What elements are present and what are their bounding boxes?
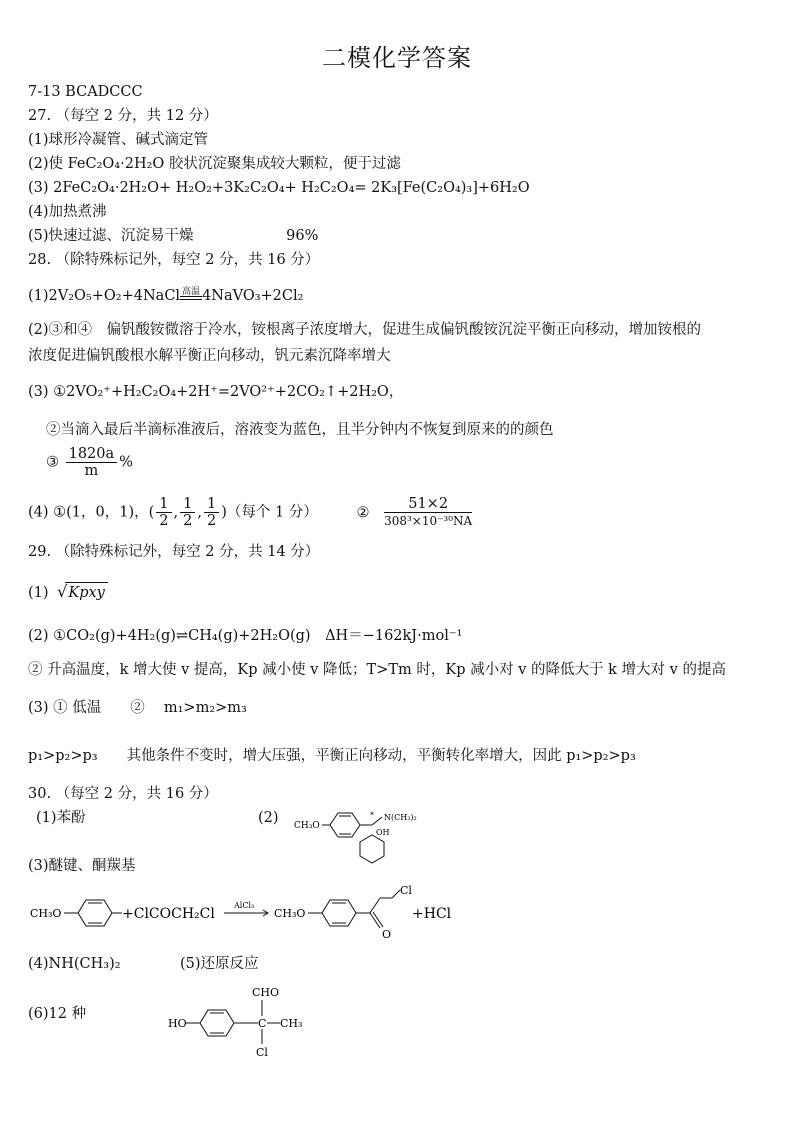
q28-answer-4-prefix: (4) ①(1，0，1)，( — [28, 504, 155, 521]
q28-answer-3-2: ②当滴入最后半滴标准液后，溶液变为蓝色，且半分钟内不恢复到原来的的颜色 — [46, 422, 554, 438]
nme2-label: N(CH₃)₂ — [384, 813, 417, 822]
q28-answer-4-note: （每个 1 分） — [226, 504, 318, 521]
frac-den: 2 — [183, 513, 193, 529]
q28-answer-4-2-numerator: 51×2 — [384, 496, 472, 513]
q27-answer-5-percent: 96% — [286, 228, 319, 244]
q29-answer-2-2: ② 升高温度，k 增大使 v 提高，Kp 减小使 v 降低；T>Tm 时，Kp 减小对 v 的降低大于 k 增大对 v 的提高 — [28, 662, 726, 678]
q28-answer-1-right: 4NaVO₃+2Cl₂ — [202, 288, 304, 304]
c-label: C — [258, 1017, 267, 1030]
q30-answer-2-label: (2) — [258, 810, 279, 826]
cho-label: CHO — [252, 986, 280, 999]
q30-answer-2-structure — [292, 800, 432, 879]
rxn-cl-label: Cl — [400, 884, 412, 897]
q28-answer-3-3-fraction — [66, 446, 118, 479]
cl-label: Cl — [256, 1046, 268, 1059]
q29-answer-1 — [28, 582, 108, 603]
q29-answer-1-expression: Kpxy — [65, 582, 107, 603]
sqrt-sign: √ — [57, 582, 68, 601]
q29-header: 29. （除特殊标记外，每空 2 分，共 14 分） — [28, 544, 320, 560]
svg-text:*: * — [370, 811, 374, 820]
q28-answer-3-1: (3) ①2VO₂⁺+H₂C₂O₄+2H⁺=2VO²⁺+2CO₂↑+2H₂O， — [28, 384, 404, 400]
q27-answer-2: (2)使 FeC₂O₄·2H₂O 胶状沉淀聚集成较大颗粒，便于过滤 — [28, 156, 401, 172]
frac-den: 2 — [159, 513, 169, 529]
rxn-o-label: O — [382, 928, 392, 941]
oh-label: OH — [376, 828, 390, 837]
mc-answers: 7-13 BCADCCC — [28, 84, 143, 100]
q29-answer-1-prefix: (1) — [28, 585, 49, 601]
q30-answer-6-structure — [166, 982, 326, 1066]
q28-answer-4-close: ) — [221, 504, 227, 521]
q27-answer-5 — [28, 226, 318, 246]
q27-header: 27. （每空 2 分，共 12 分） — [28, 108, 218, 124]
rxn-product-ch3o: CH₃O — [274, 907, 306, 920]
q29-answer-3-1: (3) ① 低温 ② m₁>m₂>m₃ — [28, 700, 247, 716]
frac-num: 1 — [156, 496, 171, 513]
rxn-condition: AlCl₃ — [234, 901, 255, 910]
q29-answer-3-2: p₁>p₂>p₃ 其他条件不变时，增大压强，平衡正向移动，平衡转化率增大，因此 p₁>p₂>p₃ — [28, 748, 636, 764]
q30-reaction — [28, 884, 488, 948]
q28-answer-4-frac-2 — [180, 496, 195, 529]
q30-answer-3: (3)醚键、酮羰基 — [28, 858, 136, 874]
frac-num: 1 — [180, 496, 195, 513]
q28-answer-1 — [28, 286, 303, 306]
q28-answer-1-prefix: (1) — [28, 288, 49, 304]
rxn-reagent: +ClCOCH₂Cl — [122, 906, 215, 922]
q28-answer-3-3-unit: % — [119, 454, 133, 471]
rxn-hcl: +HCl — [412, 906, 452, 922]
q28-answer-4-frac-3 — [204, 496, 219, 529]
q28-answer-2-line-1: (2)③和④ 偏钒酸铵微溶于冷水，铵根离子浓度增大，促进生成偏钒酸铵沉淀平衡正向移动，增加铵根的 — [28, 322, 702, 338]
ch3-label: CH₃ — [280, 1017, 303, 1030]
q30-answer-4: (4)NH(CH₃)₂ — [28, 956, 121, 972]
q28-answer-4-2-fraction — [384, 496, 472, 529]
q28-answer-3-3-prefix: ③ — [46, 454, 59, 471]
q28-answer-3-3-denominator: m — [84, 463, 99, 479]
rxn-ch3o-label: CH₃O — [30, 907, 62, 920]
frac-den: 2 — [206, 513, 217, 529]
ch3o-label: CH₃O — [294, 821, 320, 831]
q30-answer-6: (6)12 种 — [28, 1006, 87, 1022]
q28-answer-1-left: 2V₂O₅+O₂+4NaCl — [48, 288, 181, 304]
q28-answer-1-condition: 高温 — [182, 287, 201, 297]
q28-answer-4-2-denominator: 308³×10⁻³⁰NA — [384, 514, 473, 528]
q27-answer-3: (3) 2FeC₂O₄·2H₂O+ H₂O₂+3K₂C₂O₄+ H₂C₂O₄= 2K₃[Fe(C₂O₄)₃]+6H₂O — [28, 180, 530, 196]
q27-answer-1: (1)球形冷凝管、碱式滴定管 — [28, 132, 209, 148]
q28-answer-4-2-prefix: ② — [356, 504, 370, 521]
q28-answer-3-3 — [46, 446, 133, 479]
q27-answer-5-text: (5)快速过滤、沉淀易干燥 — [28, 228, 194, 244]
q30-answer-5: (5)还原反应 — [180, 956, 259, 972]
q28-answer-3-3-numerator: 1820a — [66, 446, 118, 463]
frac-num: 1 — [204, 496, 219, 513]
q30-answer-1: (1)苯酚 — [36, 810, 86, 826]
q28-header: 28. （除特殊标记外，每空 2 分，共 16 分） — [28, 252, 320, 268]
q28-answer-4: (4) ①(1，0，1)，( $\frac{1}{2}$ , $\frac{1}{2}$ , $\frac{1}{2}$ )（每个 1 分） ② $\frac{51\times 2}{\text{308³×10⁻³⁰NA}}$ — [28, 496, 473, 529]
q27-answer-4: (4)加热煮沸 — [28, 204, 107, 220]
q28-answer-4-frac-1 — [156, 496, 171, 529]
ho-label: HO — [168, 1017, 187, 1030]
q28-answer-2-line-2: 浓度促进偏钒酸根水解平衡正向移动，钒元素沉降率增大 — [28, 348, 391, 364]
q30-header: 30. （每空 2 分，共 16 分） — [28, 786, 218, 802]
page-title: 二模化学答案 — [322, 44, 472, 72]
q29-answer-2-1: (2) ①CO₂(g)+4H₂(g)⇌CH₄(g)+2H₂O(g) ΔH＝−162kJ·mol⁻¹ — [28, 628, 463, 644]
